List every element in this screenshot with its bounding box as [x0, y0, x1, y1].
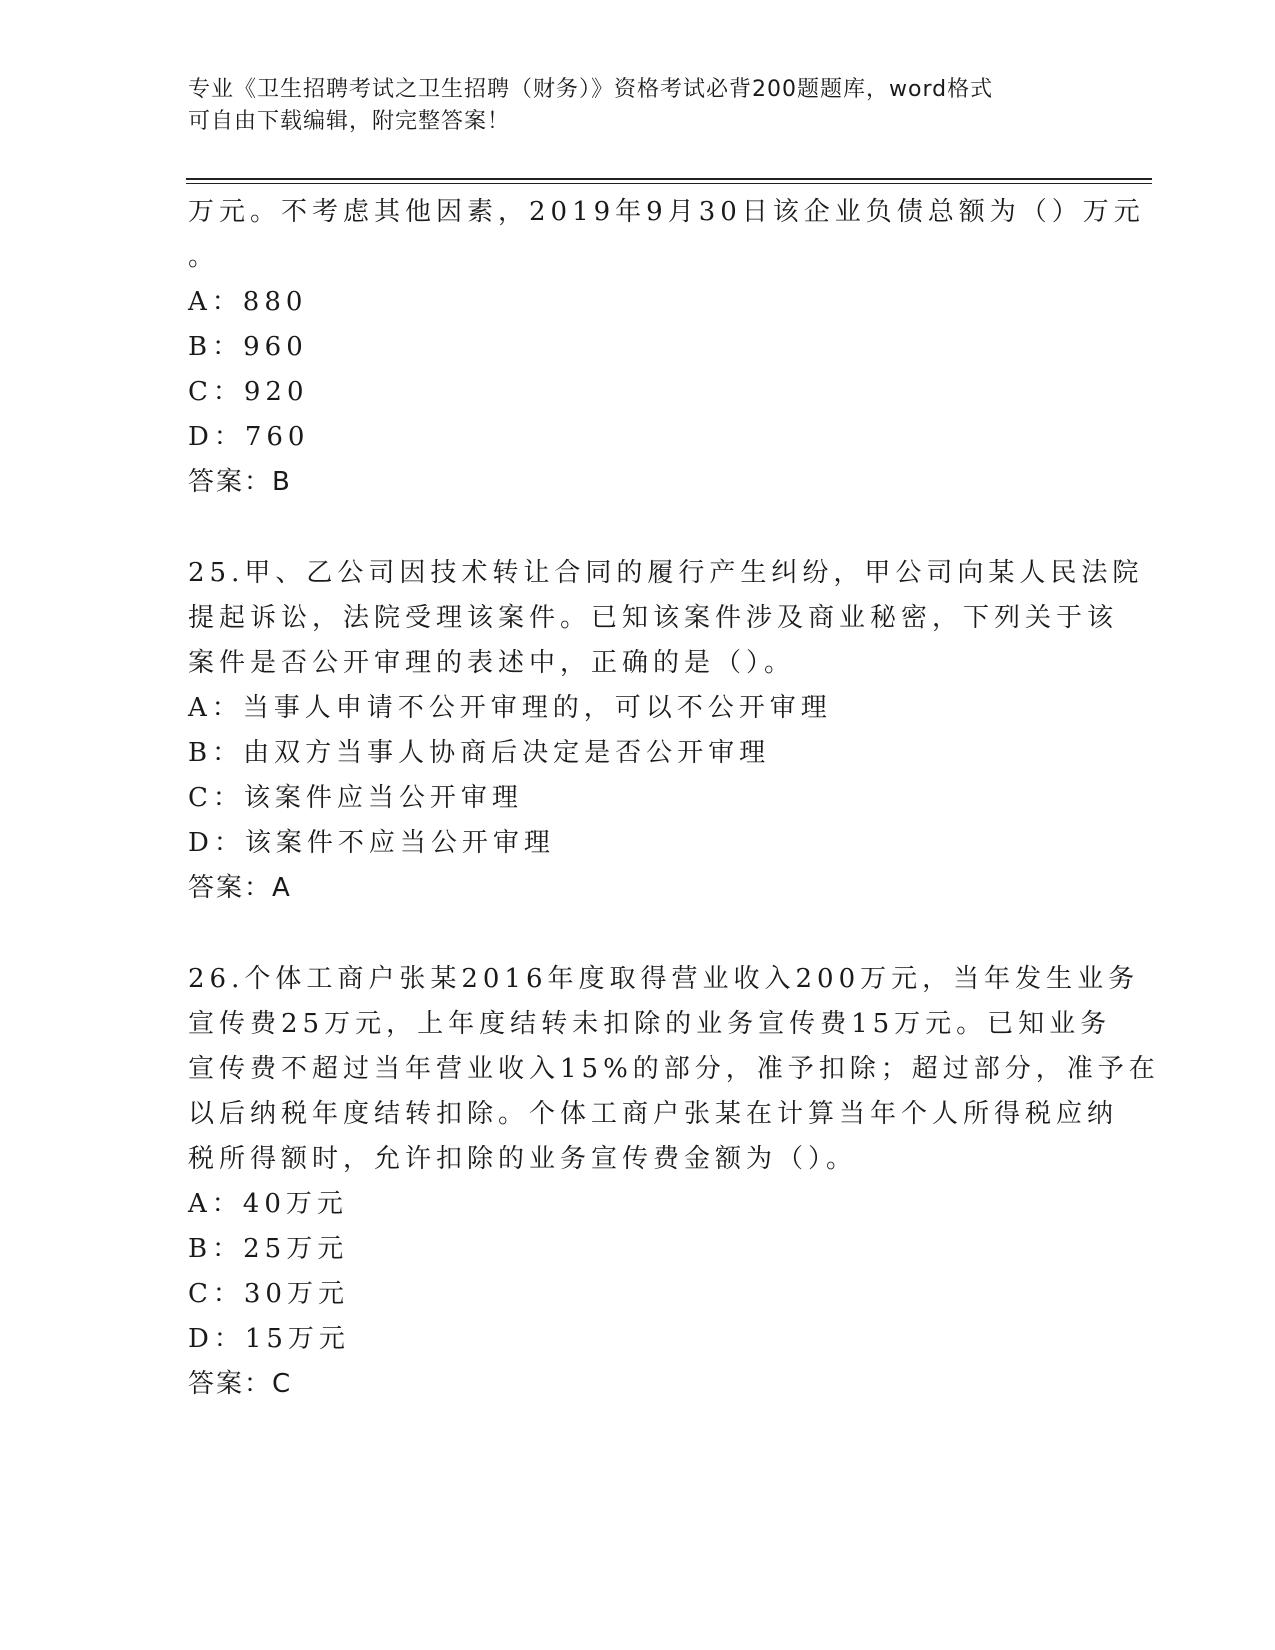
question-text-line: 宣传费25万元，上年度结转未扣除的业务宣传费15万元。已知业务 [188, 1009, 1112, 1039]
option-b: B：25万元 [188, 1234, 349, 1264]
option-c: C：30万元 [188, 1279, 349, 1309]
spacer [188, 505, 1088, 551]
option-b: B：960 [188, 332, 308, 362]
header-title-line-2: 可自由下载编辑，附完整答案！ [188, 109, 511, 134]
option-c: C：该案件应当公开审理 [188, 783, 523, 813]
document-header [188, 74, 1068, 138]
question-25-block [188, 551, 1144, 911]
option-d: D：该案件不应当公开审理 [188, 828, 555, 858]
question-text-line: 25.甲、乙公司因技术转让合同的履行产生纠纷，甲公司向某人民法院 [188, 558, 1144, 588]
option-a: A：880 [188, 287, 308, 317]
option-c: C：920 [188, 377, 309, 407]
header-rule-thin [186, 183, 1152, 184]
question-text-line: 。 [188, 242, 220, 272]
question-text-line: 26.个体工商户张某2016年度取得营业收入200万元，当年发生业务 [188, 964, 1140, 994]
header-title-line-1: 专业《卫生招聘考试之卫生招聘（财务）》资格考试必背200题题库，word格式 [188, 77, 994, 102]
question-text-line: 税所得额时，允许扣除的业务宣传费金额为（）。 [188, 1144, 858, 1174]
question-text-line: 宣传费不超过当年营业收入15%的部分，准予扣除；超过部分，准予在 [188, 1054, 1160, 1084]
question-text-line: 以后纳税年度结转扣除。个体工商户张某在计算当年个人所得税应纳 [188, 1099, 1119, 1129]
option-a: A：当事人申请不公开审理的，可以不公开审理 [188, 693, 832, 723]
question-text-line: 万元。不考虑其他因素，2019年9月30日该企业负债总额为（）万元 [188, 197, 1145, 227]
option-d: D：15万元 [188, 1324, 350, 1354]
question-text-line: 提起诉讼，法院受理该案件。已知该案件涉及商业秘密，下列关于该 [188, 603, 1119, 633]
question-26-block [188, 957, 1160, 1407]
option-d: D：760 [188, 422, 310, 452]
answer-line: 答案：A [188, 873, 292, 903]
header-rule-thick [186, 178, 1152, 180]
question-24-block [188, 190, 1145, 505]
answer-line: 答案：C [188, 1369, 293, 1399]
option-b: B：由双方当事人协商后决定是否公开审理 [188, 738, 771, 768]
spacer [188, 911, 1088, 957]
document-body [188, 190, 1160, 1407]
answer-line: 答案：B [188, 467, 292, 497]
option-a: A：40万元 [188, 1189, 348, 1219]
question-text-line: 案件是否公开审理的表述中，正确的是（）。 [188, 648, 796, 678]
